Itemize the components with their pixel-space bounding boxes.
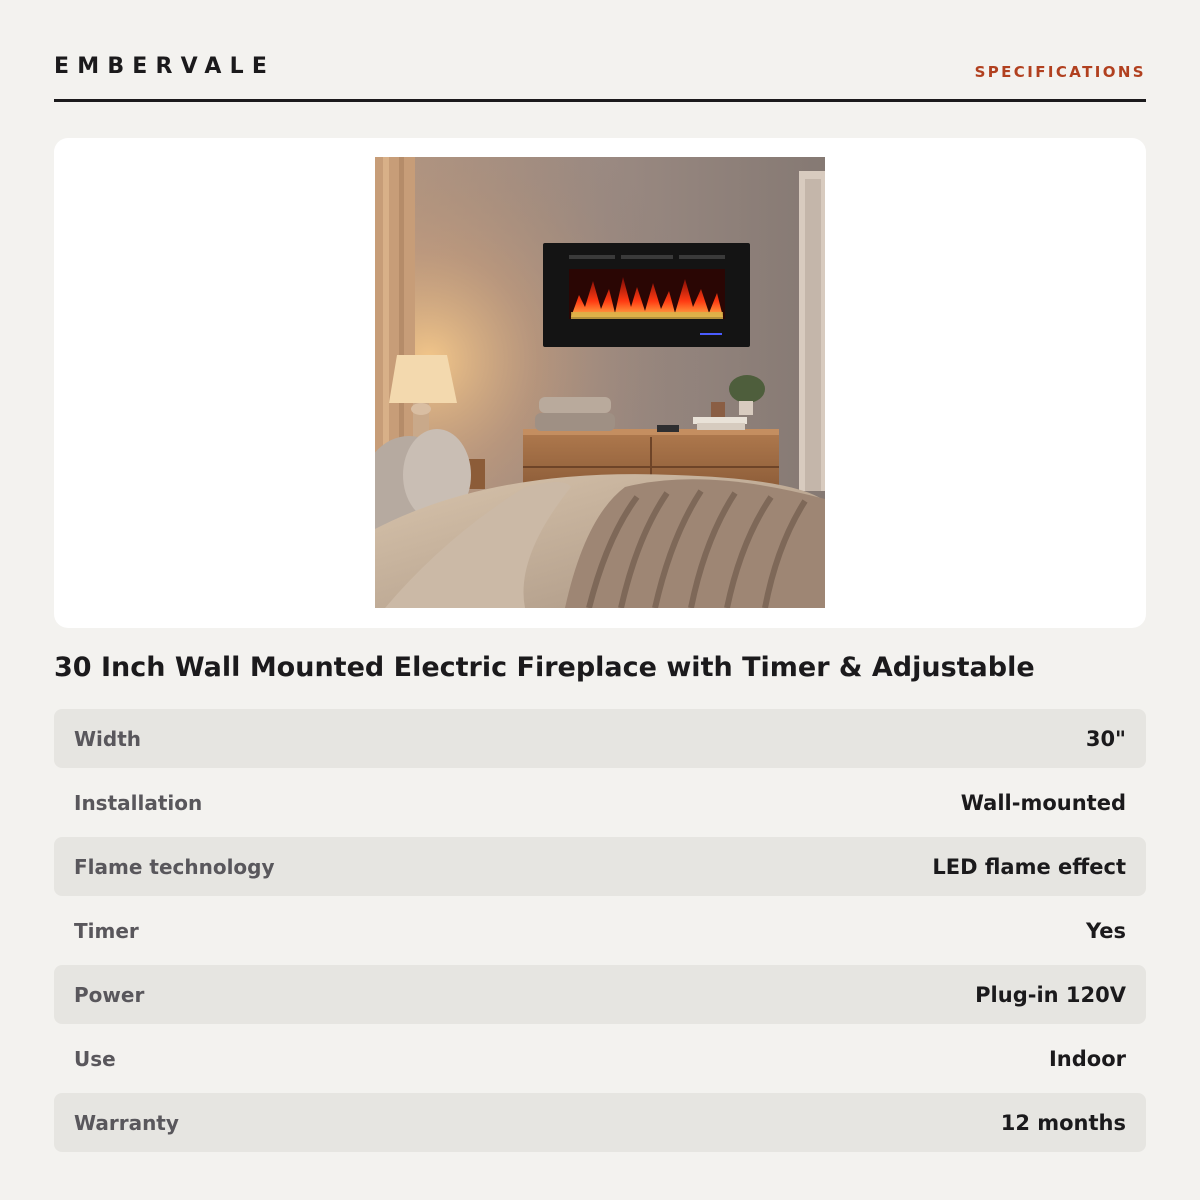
spec-label: Timer [74, 918, 139, 943]
spec-row-width [54, 709, 1146, 768]
spec-value: 12 months [1000, 1110, 1126, 1135]
spec-value: Yes [1085, 918, 1126, 943]
product-image-card [54, 138, 1146, 628]
spec-value: LED flame effect [932, 854, 1126, 879]
specifications-table [54, 709, 1146, 1157]
spec-row-use [54, 1029, 1146, 1088]
spec-label: Flame technology [74, 854, 275, 879]
specifications-link[interactable]: SPECIFICATIONS [974, 63, 1146, 81]
spec-label: Power [74, 982, 145, 1007]
product-title: 30 Inch Wall Mounted Electric Fireplace with Timer & Adjustable [54, 652, 1035, 683]
spec-value: Indoor [1048, 1046, 1126, 1071]
brand-logo[interactable]: EMBERVALE [54, 54, 276, 79]
spec-row-warranty [54, 1093, 1146, 1152]
spec-label: Warranty [74, 1110, 179, 1135]
spec-row-flame-technology [54, 837, 1146, 896]
spec-label: Installation [74, 790, 203, 815]
spec-value: Wall-mounted [960, 790, 1126, 815]
fireplace-bedroom-illustration [375, 157, 825, 608]
page-header [54, 50, 1146, 102]
spec-value: Plug-in 120V [975, 982, 1126, 1007]
product-photo[interactable] [375, 157, 825, 608]
spec-label: Use [74, 1046, 116, 1071]
spec-value: 30" [1085, 726, 1126, 751]
spec-label: Width [74, 726, 142, 751]
spec-row-timer [54, 901, 1146, 960]
spec-row-power [54, 965, 1146, 1024]
spec-row-installation [54, 773, 1146, 832]
